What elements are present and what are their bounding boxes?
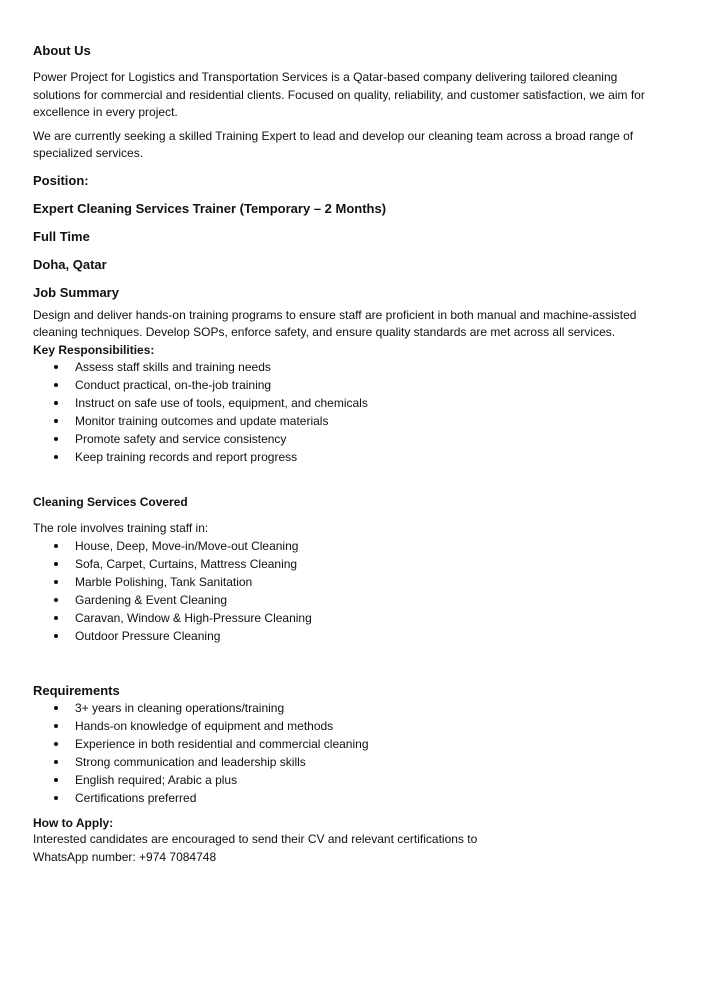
list-item-text: Promote safety and service consistency [75, 431, 287, 446]
list-item-text: Certifications preferred [75, 791, 197, 805]
list-item-text: Assess staff skills and training needs [75, 359, 271, 374]
job-location: Doha, Qatar [33, 256, 107, 272]
services-section [33, 494, 666, 646]
list-item [33, 789, 666, 807]
list-item [33, 376, 666, 394]
list-item [33, 609, 666, 627]
how-to-apply-section [33, 815, 666, 866]
list-item-text: Caravan, Window & High-Pressure Cleaning [75, 611, 312, 625]
how-to-apply-heading: How to Apply: [33, 816, 114, 830]
position-title: Expert Cleaning Services Trainer (Temporary – 2 Months) [33, 200, 387, 216]
responsibilities-list [33, 358, 666, 466]
job-summary-text: Design and deliver hands-on training programs to ensure staff are proficient in both manual and machine-assisted cleaning techniques. Develop SOPs, enforce safety, and ensure quality standards are met across all services. [33, 307, 637, 339]
about-paragraph-2: We are currently seeking a skilled Training Expert to lead and develop our cleaning team across a broad range of specialized services. [33, 128, 634, 160]
list-item [33, 735, 666, 753]
bullet-icon [54, 401, 58, 405]
bullet-icon [54, 580, 58, 584]
list-item [33, 537, 666, 555]
list-item-text: Gardening & Event Cleaning [75, 593, 228, 607]
responsibilities-heading: Key Responsibilities: [33, 342, 155, 357]
list-item [33, 771, 666, 789]
list-item-text: Hands-on knowledge of equipment and methods [75, 719, 334, 733]
list-item-text: Keep training records and report progress [75, 449, 298, 464]
list-item [33, 627, 666, 645]
list-item-text: Outdoor Pressure Cleaning [75, 629, 221, 643]
list-item-text: Marble Polishing, Tank Sanitation [75, 575, 253, 589]
bullet-icon [54, 706, 58, 710]
job-summary-heading: Job Summary [33, 284, 119, 300]
bullet-icon [54, 419, 58, 423]
list-item [33, 717, 666, 735]
bullet-icon [54, 437, 58, 441]
list-item [33, 753, 666, 771]
bullet-icon [54, 383, 58, 387]
bullet-icon [54, 544, 58, 548]
list-item [33, 573, 666, 591]
responsibilities-section [33, 342, 666, 466]
list-item-text: Strong communication and leadership skills [75, 755, 306, 769]
position-section [33, 173, 666, 273]
list-item [33, 591, 666, 609]
services-list [33, 537, 666, 645]
bullet-icon [54, 724, 58, 728]
job-summary-section [33, 285, 666, 342]
bullet-icon [54, 796, 58, 800]
bullet-icon [54, 365, 58, 369]
list-item [33, 699, 666, 717]
list-item-text: 3+ years in cleaning operations/training [75, 701, 285, 715]
list-item-text: House, Deep, Move-in/Move-out Cleaning [75, 539, 299, 553]
requirements-heading: Requirements [33, 683, 120, 698]
list-item-text: Instruct on safe use of tools, equipment, and chemicals [75, 395, 368, 410]
about-heading: About Us [33, 43, 91, 58]
bullet-icon [54, 455, 58, 459]
bullet-icon [54, 778, 58, 782]
services-intro: The role involves training staff in: [33, 520, 209, 535]
about-section [33, 43, 666, 163]
requirements-section [33, 683, 666, 807]
list-item-text: Experience in both residential and commercial cleaning [75, 737, 369, 751]
bullet-icon [54, 760, 58, 764]
bullet-icon [54, 616, 58, 620]
requirements-list [33, 699, 666, 807]
list-item-text: English required; Arabic a plus [75, 773, 238, 787]
list-item [33, 430, 666, 448]
list-item [33, 394, 666, 412]
list-item [33, 448, 666, 466]
bullet-icon [54, 562, 58, 566]
employment-type: Full Time [33, 228, 90, 244]
list-item [33, 358, 666, 376]
about-paragraph-1: Power Project for Logistics and Transportation Services is a Qatar-based company delivering tailored cleaning solutions for commercial and residential clients. Focused on quality, reliability, and customer satisfaction, we aim for excellence in every project. [33, 70, 645, 119]
services-heading: Cleaning Services Covered [33, 494, 188, 509]
bullet-icon [54, 598, 58, 602]
list-item-text: Conduct practical, on-the-job training [75, 377, 272, 392]
bullet-icon [54, 742, 58, 746]
list-item-text: Monitor training outcomes and update materials [75, 413, 329, 428]
bullet-icon [54, 634, 58, 638]
list-item [33, 412, 666, 430]
whatsapp-contact: WhatsApp number: +974 7084748 [33, 849, 217, 864]
list-item-text: Sofa, Carpet, Curtains, Mattress Cleaning [75, 557, 298, 571]
position-heading: Position: [33, 172, 89, 188]
apply-instructions: Interested candidates are encouraged to send their CV and relevant certifications to [33, 832, 478, 846]
list-item [33, 555, 666, 573]
